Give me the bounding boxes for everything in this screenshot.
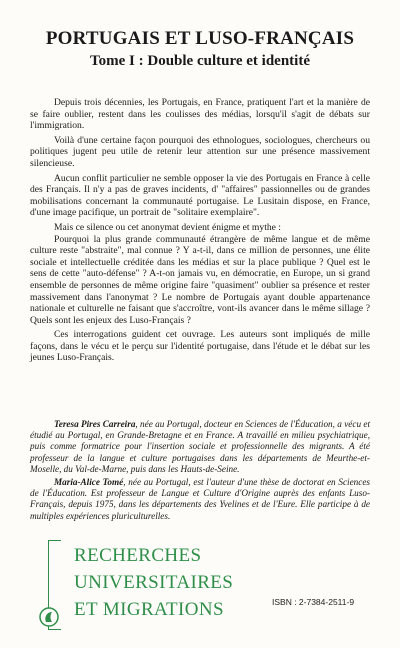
summary-paragraph: Voilà d'une certaine façon pourquoi des ethnologues, sociologues, chercheurs ou politiques jugent peu utile de retenir leur attention sur une présence massivement silencieuse. bbox=[30, 134, 370, 169]
summary-paragraph: Ces interrogations guident cet ouvrage. Les auteurs sont impliqués de mille façons, dans le vécu et le perçu sur l'identité portugaise, dans l'étude et le débat sur les jeunes Luso-Français. bbox=[30, 329, 370, 364]
series-line: RECHERCHES bbox=[74, 545, 202, 566]
series-line: UNIVERSITAIRES bbox=[74, 572, 234, 593]
book-subtitle: Tome I : Double culture et identité bbox=[90, 53, 310, 69]
author-name: Teresa Pires Carreira bbox=[54, 419, 136, 429]
author-bios bbox=[30, 419, 370, 524]
summary-paragraph: Mais ce silence ou cet anonymat devient énigme et mythe : bbox=[54, 221, 281, 233]
summary-text bbox=[30, 97, 370, 367]
author-bio-text: , née au Portugal, est l'auteur d'une thèse de doctorat en Sciences de l'Éducation. Est professeur de Langue et Culture d'Origine auprès des enfants Luso-Français, depuis 1975, dans les départements des Yvelines et de l'Eure. Elle participe à de multiples expériences pluriculturelles. bbox=[30, 477, 370, 521]
author-bio-text: , née au Portugal, docteur en Sciences de l'Éducation, a vécu et étudié au Portugal, en Grande-Bretagne et en France. A travaillé en milieu psychiatrique, puis comme formatrice pour l'insertion sociale et professionnelle des migrants. A été professeur de la langue et culture portugaises dans les départements de Meurthe-et-Moselle, du Val-de-Marne, puis dans les Hauts-de-Seine. bbox=[30, 419, 371, 474]
summary-paragraph: Aucun conflit particulier ne semble opposer la vie des Portugais en France à celle des Français. Il n'y a pas de graves incidents, d' "affaires" passionnelles ou de grandes mobilisations concernant la communauté portugaise. Le Lusitain dispose, en France, d'une image pacifique, un portrait de "solitaire exemplaire". bbox=[30, 172, 370, 219]
summary-paragraph: Depuis trois décennies, les Portugais, en France, pratiquent l'art et la manière de se faire oublier, restent dans les coulisses des médias, lorsqu'il s'agit de débats sur l'immigration. bbox=[30, 97, 370, 132]
author-bio bbox=[30, 477, 370, 522]
series-name bbox=[74, 542, 314, 623]
book-title: PORTUGAIS ET LUSO-FRANÇAIS bbox=[45, 28, 355, 49]
summary-paragraph: Pourquoi la plus grande communauté étrangère de même langue et de même culture reste "abstraite", mal connue ? Y a-t-il, dans ce million de personnes, une élite sociale et intellectuelle créditée dans les médias et sur la place publique ? Quel est le sens de cette "auto-défense" ? A-t-on jamais vu, en démocratie, en Europe, un si grand ensemble de personnes de même origine faire "quasiment" oublier sa présence et rester massivement dans l'anonymat ? Le nombre de Portugais ayant double appartenance nationale et culturelle ne faisant que s'accroître, vont-ils avancer dans le même sillage ? Quels sont les enjeux des Luso-Français ? bbox=[30, 233, 370, 326]
author-name: Maria-Alice Tomé bbox=[54, 477, 124, 488]
publisher-logo-icon bbox=[38, 606, 60, 628]
series-line: ET MIGRATIONS bbox=[74, 599, 224, 620]
isbn: ISBN : 2-7384-2511-9 bbox=[272, 597, 355, 607]
author-bio bbox=[30, 419, 370, 475]
